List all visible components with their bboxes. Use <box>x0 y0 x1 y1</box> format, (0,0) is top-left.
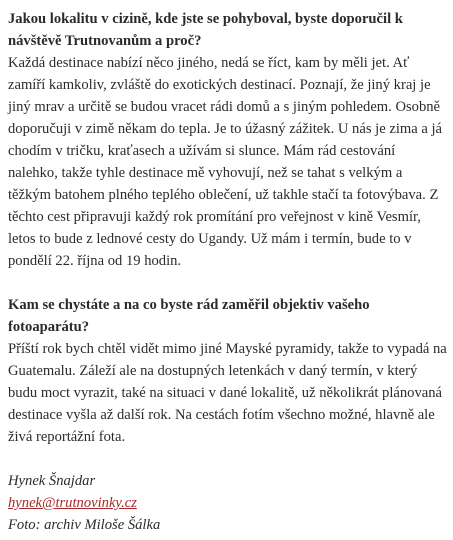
interview-question: Jakou lokalitu v cizině, kde jste se pohyboval, byste doporučil k návštěvě Trutnovanům a proč? <box>8 11 403 49</box>
author-email-link[interactable]: hynek@trutnovinky.cz <box>8 495 137 511</box>
interview-answer: Příští rok bych chtěl vidět mimo jiné Mayské pyramidy, takže to vypadá na Guatemalu. Záleží ale na dostupných letenkách v daný termín, v který budu moct vyrazit, také na situaci v dané lokalitě, už několikrát plánovaná destinace vyšla až další rok. Na cestách fotím všechno možné, hlavně ale živá reportážní fota. <box>8 341 447 445</box>
photo-credit: Foto: archiv Miloše Šálka <box>8 517 161 533</box>
qa-block-1 <box>8 8 448 272</box>
author-name: Hynek Šnajdar <box>8 473 96 489</box>
article-credits <box>8 470 448 536</box>
article-body <box>8 8 448 536</box>
interview-question: Kam se chystáte a na co byste rád zaměřil objektiv vašeho fotoaparátu? <box>8 297 370 335</box>
interview-answer: Každá destinace nabízí něco jiného, nedá se říct, kam by měli jet. Ať zamíří kamkoliv, zvláště do exotických destinací. Poznají, že jiný kraj je jiný mrav a určitě se budou vracet rádi domů a s jiným pohledem. Osobně doporučuji v zimě někam do tepla. Je to úžasný zážitek. U nás je zima a já chodím v tričku, kraťasech a užívám si slunce. Mám rád cestování nalehko, takže tyhle destinace mě vyhovují, než se tahat s velkým a těžkým batohem plného teplého oblečení, už takhle stačí ta fotovýbava. Z těchto cest připravuji každý rok promítání pro veřejnost v kině Vesmír, letos to bude z lednové cesty do Ugandy. Už mám i termín, bude to v pondělí 22. října od 19 hodin. <box>8 55 443 269</box>
qa-block-2 <box>8 294 448 448</box>
